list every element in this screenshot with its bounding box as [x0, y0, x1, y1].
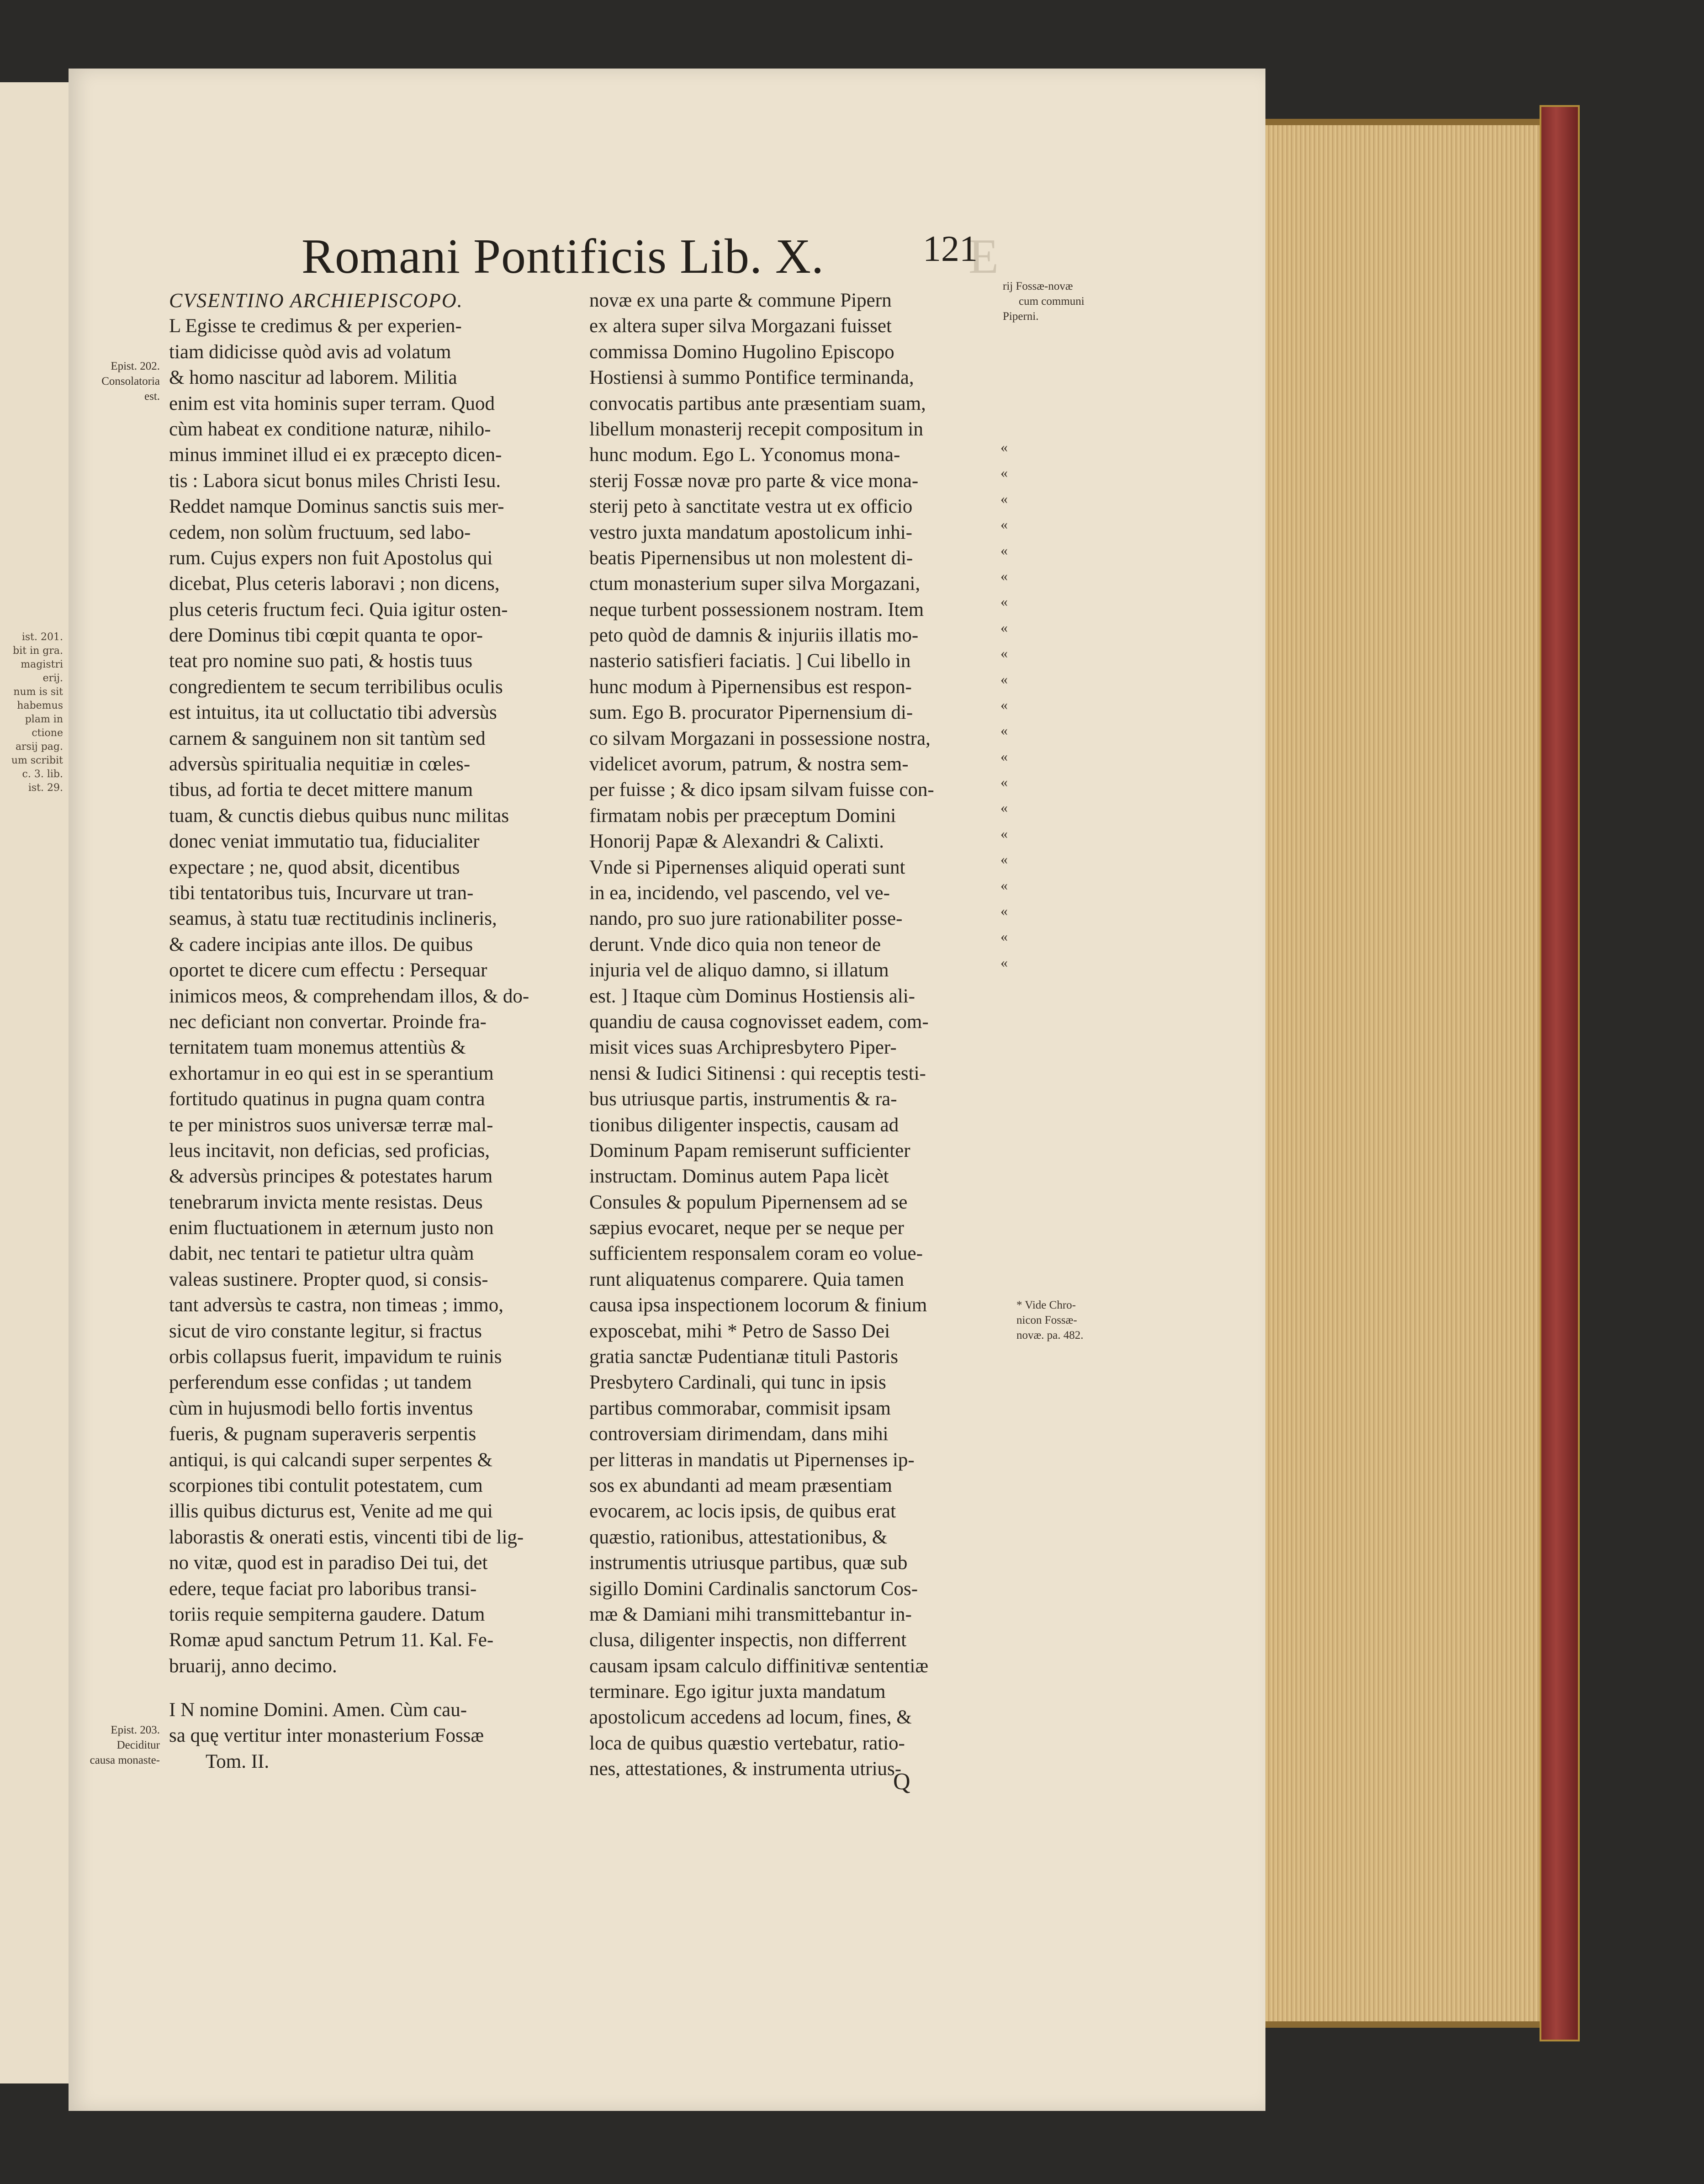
text-line: dicebat, Plus ceteris laboravi ; non dicens,	[169, 573, 500, 595]
text-line: perferendum esse confidas ; ut tandem	[169, 1372, 472, 1394]
text-line: ex altera super silva Morgazani fuisset	[589, 315, 892, 337]
sidenote-line: rij Fossæ-novæ	[1003, 280, 1073, 292]
text-line: teat pro nomine suo pati, & hostis tuus	[169, 650, 473, 672]
sidenote-right-bottom	[1016, 1298, 1084, 1343]
text-line: apostolicum accedens ad locum, fines, &	[589, 1707, 912, 1728]
text-line: cedem, non solùm fructuum, sed labo-	[169, 521, 471, 543]
quote-mark: «	[1000, 825, 1008, 842]
text-line: cùm in hujusmodi bello fortis inventus	[169, 1397, 473, 1419]
page-title: Romani Pontificis Lib. X.	[302, 229, 824, 284]
text-line: Dominum Papam remiserunt sufficienter	[589, 1140, 910, 1161]
second-letter-opening	[169, 1697, 571, 1749]
text-line: scorpiones tibi contulit potestatem, cum	[169, 1474, 483, 1496]
sidenote-line: Deciditur	[116, 1739, 160, 1751]
text-line: tenebrarum invicta mente resistas. Deus	[169, 1191, 483, 1213]
text-line: sigillo Domini Cardinalis sanctorum Cos-	[589, 1578, 918, 1600]
page-number: 121	[923, 229, 978, 269]
sidenote-line: Epist. 202.	[111, 360, 160, 372]
text-line: inimicos meos, & comprehendam illos, & do-	[169, 985, 529, 1007]
text-line: donec veniat immutatio tua, fiducialiter	[169, 831, 480, 853]
quotation-marks	[1000, 439, 1008, 980]
sidenote-epist-202	[78, 359, 160, 404]
text-line: & adversùs principes & potestates harum	[169, 1166, 493, 1187]
text-line: convocatis partibus ante præsentiam suam,	[589, 392, 926, 414]
text-line: partibus commorabar, commisit ipsam	[589, 1397, 891, 1419]
text-line: per litteras in mandatis ut Pipernenses ip-	[589, 1449, 915, 1471]
text-line: injuria vel de aliquo damno, si illatum	[589, 959, 889, 981]
text-line: quæstio, rationibus, attestationibus, &	[589, 1526, 888, 1548]
facing-note-line: habemus	[17, 700, 63, 711]
text-line: adversùs spiritualia nequitiæ in cœles-	[169, 753, 471, 775]
sidenote-line: novæ. pa. 482.	[1016, 1329, 1084, 1341]
facing-note-line: magistri	[21, 659, 63, 670]
text-line: Vnde si Pipernenses aliquid operati sunt	[589, 856, 905, 878]
text-line: controversiam dirimendam, dans mihi	[589, 1423, 889, 1445]
text-line: orbis collapsus fuerit, impavidum te ruinis	[169, 1346, 502, 1368]
text-line: te per ministros suos universæ terræ mal-	[169, 1114, 493, 1136]
text-line: rum. Cujus expers non fuit Apostolus qui	[169, 547, 493, 569]
text-line: ctum monasterium super silva Morgazani,	[589, 573, 921, 595]
right-text-column	[589, 288, 991, 1808]
text-line: nensi & Iudici Sitinensi : qui receptis testi-	[589, 1062, 926, 1084]
text-line: fortitudo quatinus in pugna quam contra	[169, 1088, 485, 1110]
facing-note-line: plam in	[25, 714, 63, 725]
quote-mark: «	[1000, 851, 1008, 868]
facing-note-line: erij.	[42, 673, 63, 684]
quote-mark: «	[1000, 619, 1008, 636]
text-line: nasterio satisfieri faciatis. ] Cui libello in	[589, 650, 911, 672]
quote-mark: «	[1000, 722, 1008, 739]
quote-mark: «	[1000, 439, 1008, 455]
text-line: per fuisse ; & dico ipsam silvam fuisse con-	[589, 779, 934, 801]
text-line: sicut de viro constante legitur, si fractus	[169, 1320, 482, 1342]
sidenote-line: cum communi	[1019, 295, 1085, 307]
text-line: tis : Labora sicut bonus miles Christi Iesu.	[169, 470, 501, 492]
text-line: dere Dominus tibi cœpit quanta te opor-	[169, 625, 483, 647]
quote-mark: «	[1000, 774, 1008, 790]
text-line: congredientem te secum terribilibus oculis	[169, 676, 503, 698]
text-line: nes, attestationes, & instrumenta utrius-	[589, 1758, 902, 1780]
text-line: ternitatem tuam monemus attentiùs &	[169, 1037, 466, 1059]
text-line: in ea, incidendo, vel pascendo, vel ve-	[589, 882, 890, 904]
quote-mark: «	[1000, 954, 1008, 970]
quote-mark: «	[1000, 567, 1008, 584]
text-line: seamus, à statu tuæ rectitudinis inclineris,	[169, 908, 497, 930]
text-line: dabit, nec tentari te patietur ultra quàm	[169, 1243, 474, 1265]
text-line: derunt. Vnde dico quia non teneor de	[589, 933, 881, 955]
sidenote-line: Consolatoria	[101, 375, 160, 387]
letter-body	[169, 313, 571, 1679]
facing-note-line: bit in gra.	[13, 645, 63, 657]
text-line: antiqui, is qui calcandi super serpentes &	[169, 1449, 493, 1471]
facing-note-line: um scribit	[11, 755, 63, 766]
text-line: hunc modum. Ego L. Yconomus mona-	[589, 444, 900, 466]
text-line: Romæ apud sanctum Petrum 11. Kal. Fe-	[169, 1629, 494, 1651]
text-line: sos ex abundanti ad meam præsentiam	[589, 1474, 892, 1496]
text-line: Reddet namque Dominus sanctis suis mer-	[169, 496, 504, 518]
volume-footer: Tom. II.	[206, 1750, 270, 1772]
text-line: sufficientem responsalem coram eo volue-	[589, 1243, 923, 1265]
text-line: enim fluctuationem in æternum justo non	[169, 1217, 494, 1239]
text-line: bus utriusque partis, instrumentis & ra-	[589, 1088, 897, 1110]
sidenote-right-top	[1003, 279, 1085, 324]
sidenote-epist-203	[78, 1723, 160, 1768]
text-line: & cadere incipias ante illos. De quibus	[169, 933, 473, 955]
text-line: Presbytero Cardinali, qui tunc in ipsis	[589, 1372, 886, 1394]
text-line: beatis Pipernensibus ut non molestent di-	[589, 547, 913, 569]
text-line: hunc modum à Pipernensibus est respon-	[589, 676, 912, 698]
book-cover-edge	[1540, 105, 1580, 2041]
facing-page	[0, 82, 71, 2083]
facing-note-line: num is sit	[13, 686, 63, 698]
text-line: co silvam Morgazani in possessione nostra,	[589, 727, 931, 749]
sidenote-line: * Vide Chro-	[1016, 1299, 1076, 1311]
text-line: valeas sustinere. Propter quod, si consis-	[169, 1268, 488, 1290]
text-line: videlicet avorum, patrum, & nostra sem-	[589, 753, 909, 775]
text-line: exposcebat, mihi * Petro de Sasso Dei	[589, 1320, 890, 1342]
text-line: sterij Fossæ novæ pro parte & vice mona-	[589, 470, 919, 492]
text-line: sterij peto à sanctitate vestra ut ex officio	[589, 496, 913, 518]
text-line: leus incitavit, non deficias, sed proficias,	[169, 1140, 490, 1161]
sidenote-line: Epist. 203.	[111, 1724, 160, 1736]
text-line: minus imminet illud ei ex præcepto dicen-	[169, 444, 502, 466]
text-line: novæ ex una parte & commune Pipern	[589, 290, 892, 311]
quote-mark: «	[1000, 902, 1008, 919]
facing-note-line: ctione	[32, 727, 63, 739]
text-line: fueris, & pugnam superaveris serpentis	[169, 1423, 476, 1445]
text-line: tiam didicisse quòd avis ad volatum	[169, 341, 451, 363]
facing-page-notes	[1, 631, 63, 795]
text-line: causa ipsa inspectionem locorum & finium	[589, 1294, 927, 1316]
text-line: oportet te dicere cum effectu : Persequar	[169, 959, 487, 981]
text-line: tionibus diligenter inspectis, causam ad	[589, 1114, 899, 1136]
show-through-text: E	[968, 229, 999, 284]
text-line: neque turbent possessionem nostram. Item	[589, 599, 924, 620]
letter-heading: CVSENTINO ARCHIEPISCOPO.	[169, 289, 463, 312]
text-line: terminare. Ego igitur juxta mandatum	[589, 1681, 886, 1703]
quote-mark: «	[1000, 490, 1008, 507]
quote-mark: «	[1000, 747, 1008, 764]
text-line: firmatam nobis per præceptum Domini	[589, 805, 896, 827]
quote-mark: «	[1000, 516, 1008, 533]
quote-mark: «	[1000, 799, 1008, 816]
facing-note-line: ist. 201.	[21, 631, 63, 643]
text-line: causam ipsam calculo diffinitivæ sententiæ	[589, 1655, 929, 1677]
quote-mark: «	[1000, 670, 1008, 687]
paragraph-spacer	[169, 1679, 571, 1697]
text-line: nec deficiant non convertar. Proinde fra-	[169, 1011, 487, 1033]
text-line: quandiu de causa cognovisset eadem, com-	[589, 1011, 929, 1033]
text-line: no vitæ, quod est in paradiso Dei tui, det	[169, 1552, 488, 1574]
text-line: est. ] Itaque cùm Dominus Hostiensis ali-	[589, 985, 915, 1007]
text-line: misit vices suas Archipresbytero Piper-	[589, 1037, 897, 1059]
text-line: & homo nascitur ad laborem. Militia	[169, 367, 457, 389]
text-line: tuam, & cunctis diebus quibus nunc militas	[169, 805, 509, 827]
quote-mark: «	[1000, 876, 1008, 893]
running-head	[228, 228, 1005, 283]
text-line: enim est vita hominis super terram. Quod	[169, 392, 495, 414]
quote-mark: «	[1000, 645, 1008, 662]
text-line: sæpius evocaret, neque per se neque per	[589, 1217, 904, 1239]
text-line: clusa, diligenter inspectis, non differrent	[589, 1629, 907, 1651]
text-line	[589, 1782, 991, 1808]
text-line: toriis requie sempiterna gaudere. Datum	[169, 1603, 485, 1625]
text-line: loca de quibus quæstio vertebatur, ratio-	[589, 1732, 905, 1754]
text-line: cùm habeat ex conditione naturæ, nihilo-	[169, 418, 491, 440]
text-line: Consules & populum Pipernensem ad se	[589, 1191, 908, 1213]
text-line: sum. Ego B. procurator Pipernensium di-	[589, 702, 913, 724]
text-line: est intuitus, ita ut colluctatio tibi adversùs	[169, 702, 497, 724]
facing-note-line: arsij pag.	[15, 741, 63, 753]
left-text-column	[169, 288, 571, 1775]
facing-note-line: c. 3. lib.	[22, 769, 63, 780]
gathering-signature: Q	[893, 1769, 910, 1795]
sidenote-line: nicon Fossæ-	[1016, 1314, 1077, 1326]
text-line: gratia sanctæ Pudentianæ tituli Pastoris	[589, 1346, 898, 1368]
text-line: tibus, ad fortia te decet mittere manum	[169, 779, 473, 801]
facing-note-line: ist. 29.	[28, 782, 63, 794]
text-line: plus ceteris fructum feci. Quia igitur osten-	[169, 599, 508, 620]
text-line: runt aliquatenus comparere. Quia tamen	[589, 1268, 904, 1290]
text-line: libellum monasterij recepit compositum in	[589, 418, 923, 440]
quote-mark: «	[1000, 593, 1008, 610]
text-line: instrumentis utriusque partibus, quæ sub	[589, 1552, 908, 1574]
text-line: peto quòd de damnis & injuriis illatis mo-	[589, 625, 919, 647]
quote-mark: «	[1000, 928, 1008, 945]
text-line: exhortamur in eo qui est in se sperantium	[169, 1062, 494, 1084]
text-line: vestro juxta mandatum apostolicum inhi-	[589, 521, 912, 543]
text-line: I N nomine Domini. Amen. Cùm cau-	[169, 1699, 467, 1721]
text-line: sa quę vertitur inter monasterium Fossæ	[169, 1725, 484, 1747]
text-line: Honorij Papæ & Alexandri & Calixti.	[589, 831, 884, 853]
text-line: carnem & sanguinem non sit tantùm sed	[169, 727, 486, 749]
text-line: illis quibus dicturus est, Venite ad me qui	[169, 1500, 493, 1522]
quote-mark: «	[1000, 696, 1008, 713]
text-line: tibi tentatoribus tuis, Incurvare ut tran-	[169, 882, 474, 904]
text-line: nando, pro suo jure rationabiliter posse-	[589, 908, 903, 930]
sidenote-line: Piperni.	[1003, 310, 1039, 323]
text-line: tant adversùs te castra, non timeas ; immo,	[169, 1294, 504, 1316]
text-line: L Egisse te credimus & per experien-	[169, 315, 462, 337]
page-edges	[1265, 119, 1540, 2028]
quote-mark: «	[1000, 541, 1008, 558]
text-line: instructam. Dominus autem Papa licèt	[589, 1166, 889, 1187]
text-line: bruarij, anno decimo.	[169, 1655, 337, 1677]
text-line: commissa Domino Hugolino Episcopo	[589, 341, 894, 363]
sidenote-line: est.	[144, 390, 160, 403]
text-line: Hostiensi à summo Pontifice terminanda,	[589, 367, 914, 389]
text-line: expectare ; ne, quod absit, dicentibus	[169, 856, 460, 878]
text-line: evocarem, ac locis ipsis, de quibus erat	[589, 1500, 896, 1522]
sidenote-line: causa monaste-	[90, 1754, 160, 1766]
text-line: edere, teque faciat pro laboribus transi-	[169, 1578, 477, 1600]
quote-mark: «	[1000, 464, 1008, 481]
text-line: mæ & Damiani mihi transmittebantur in-	[589, 1603, 912, 1625]
text-line: laborastis & onerati estis, vincenti tibi de lig-	[169, 1526, 524, 1548]
